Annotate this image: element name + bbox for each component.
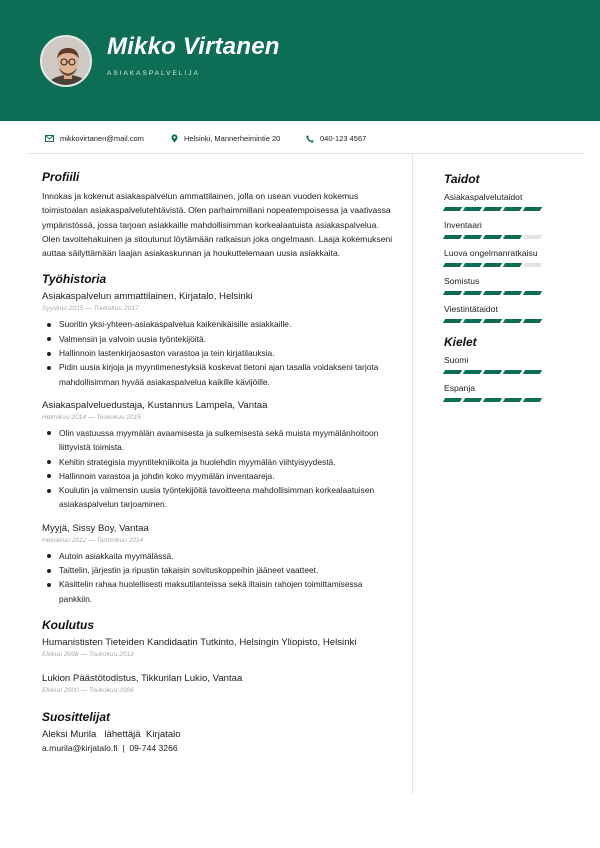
- skill-level-segment: [443, 291, 462, 295]
- contact-phone[interactable]: [306, 134, 366, 143]
- languages-section: [444, 335, 544, 402]
- language-level-segment: [463, 370, 482, 374]
- language-level-bar: [444, 398, 544, 402]
- candidate-role: ASIAKASPALVELIJA: [107, 70, 200, 77]
- skill-level-segment: [503, 319, 522, 323]
- job-bullet: Hallinnoin varastoa ja johdin koko myymälän inventaareja.: [42, 469, 394, 483]
- email-text: mikkovirtanen@mail.com: [60, 134, 144, 143]
- skill-item: [444, 248, 544, 267]
- reference-name: Aleksi Murila lähettäjä Kirjatalo: [42, 728, 181, 740]
- skill-item: [444, 276, 544, 295]
- job-dates: Helmikuu 2014 — Toukokuu 2015: [42, 413, 142, 421]
- skill-level-segment: [523, 207, 542, 211]
- skill-level-segment: [443, 235, 462, 239]
- language-level-bar: [444, 370, 544, 374]
- skill-item: [444, 192, 544, 211]
- skill-level-segment: [523, 319, 542, 323]
- job-title: Myyjä, Sissy Boy, Vantaa: [42, 522, 149, 534]
- skill-level-segment: [523, 291, 542, 295]
- education-section: [42, 618, 394, 694]
- profile-text: Innokas ja kokenut asiakaspalvelun ammattilainen, jolla on usean vuoden kokemus toimistoalan asiakaspalvelutehtävistä. Olen parhaimmillani nopeatempoisessa ja vaativassa ympäristössä, jossa tarjoan asiakkaille mahdollisimman korkealaatuista asiakaspalvelua. Olen tavoitehakuinen ja sitoutunut löytämään ratkaisun joka ongelmaan. Laaja kokemukseni auttaa säilyttämään laajan asiakaskunnan ja houkuttelemaan uusia asiakkaita.: [42, 191, 393, 259]
- job-dates: Heinäkuu 2012 — Tammikuu 2014: [42, 536, 144, 544]
- work-section: [42, 272, 394, 605]
- envelope-icon: [45, 135, 54, 142]
- resume-header: [0, 0, 600, 121]
- contact-email[interactable]: [45, 134, 144, 143]
- language-level-segment: [443, 370, 462, 374]
- language-name: Espanja: [444, 383, 476, 393]
- job-bullet: Kehitin strategisia myyntitekniikoita ja huolehdin myymälän viihtyisyydestä.: [42, 455, 394, 469]
- language-level-segment: [503, 370, 522, 374]
- job-entry: [42, 523, 394, 606]
- main-column: [42, 170, 394, 753]
- job-bullet: Suoritin yksi-yhteen-asiakaspalvelua kaikenikäisille asiakkaille.: [42, 317, 394, 331]
- job-bullet: Koulutin ja valmensin uusia työntekijöitä tavoitteena mahdollisimman korkealaatuisen asiakaspalvelun tarjoaminen.: [42, 483, 394, 512]
- skill-level-bar: [444, 235, 544, 239]
- skill-level-segment: [483, 235, 502, 239]
- skill-level-segment: [463, 235, 482, 239]
- references-heading: Suosittelijat: [42, 709, 111, 724]
- job-entry: [42, 291, 394, 388]
- contact-address: [171, 134, 280, 143]
- column-divider: [412, 154, 413, 794]
- skill-name: Inventaari: [444, 220, 482, 230]
- contact-bar: [0, 121, 600, 155]
- sidebar-column: [444, 172, 544, 411]
- job-bullet: Valmensin ja valvoin uusia työntekijöitä.: [42, 332, 394, 346]
- language-name: Suomi: [444, 355, 469, 365]
- skill-level-bar: [444, 319, 544, 323]
- skill-level-segment: [503, 291, 522, 295]
- language-level-segment: [523, 398, 542, 402]
- education-entry: [42, 673, 394, 694]
- language-level-segment: [483, 398, 502, 402]
- skill-level-bar: [444, 207, 544, 211]
- skill-level-segment: [523, 263, 542, 267]
- languages-heading: Kielet: [444, 335, 477, 349]
- work-heading: Työhistoria: [42, 272, 107, 287]
- language-level-segment: [483, 370, 502, 374]
- candidate-name: Mikko Virtanen: [107, 33, 280, 60]
- skill-level-segment: [523, 235, 542, 239]
- profile-heading: Profiili: [42, 170, 80, 184]
- job-title: Asiakaspalvelun ammattilainen, Kirjatalo, Helsinki: [42, 291, 253, 303]
- skill-item: [444, 220, 544, 239]
- skill-level-segment: [463, 263, 482, 267]
- education-entry: [42, 637, 394, 658]
- skill-level-bar: [444, 263, 544, 267]
- references-section: [42, 710, 394, 753]
- job-bullet: Olin vastuussa myymälän avaamisesta ja sulkemisesta sekä muista myymälänhoitoon liittyvistä toimista.: [42, 426, 394, 455]
- skill-level-segment: [503, 263, 522, 267]
- language-item: [444, 355, 544, 374]
- skill-level-segment: [463, 291, 482, 295]
- languages-list: [444, 355, 544, 402]
- education-dates: Elokuu 2000 — Toukokuu 2006: [42, 686, 134, 694]
- skill-level-segment: [503, 207, 522, 211]
- address-text: Helsinki, Mannerheimintie 20: [184, 134, 281, 143]
- skill-level-segment: [483, 319, 502, 323]
- language-level-segment: [523, 370, 542, 374]
- skill-name: Viestintätaidot: [444, 304, 498, 314]
- education-dates: Elokuu 2008 — Toukokuu 2012: [42, 650, 134, 658]
- skill-item: [444, 304, 544, 323]
- language-level-segment: [443, 398, 462, 402]
- language-item: [444, 383, 544, 402]
- skills-list: [444, 192, 544, 323]
- profile-section: [42, 170, 394, 260]
- profile-photo: [40, 35, 92, 87]
- job-bullet: Käsittelin rahaa huolellisesti maksutilanteissa sekä iltaisin rahojen toimittamisessa pankkiin.: [42, 577, 394, 606]
- skills-section: [444, 172, 544, 323]
- job-bullets: [42, 317, 394, 388]
- phone-icon: [306, 135, 314, 143]
- skill-level-segment: [463, 207, 482, 211]
- skill-level-segment: [503, 235, 522, 239]
- header-divider: [28, 153, 585, 154]
- skill-level-bar: [444, 291, 544, 295]
- job-bullets: [42, 549, 394, 606]
- job-entry: [42, 400, 394, 512]
- skill-level-segment: [443, 263, 462, 267]
- job-bullet: Hallinnoin lastenkirjaosaston varastoa ja tein kirjatilauksia.: [42, 346, 394, 360]
- skill-name: Luova ongelmanratkaisu: [444, 248, 538, 258]
- education-heading: Koulutus: [42, 617, 94, 632]
- job-dates: Syyskuu 2015 — Toukokuu 2017: [42, 305, 139, 313]
- location-pin-icon: [171, 134, 178, 143]
- skill-name: Somistus: [444, 276, 480, 286]
- skill-level-segment: [463, 319, 482, 323]
- skill-level-segment: [443, 207, 462, 211]
- skill-level-segment: [443, 319, 462, 323]
- skills-heading: Taidot: [444, 172, 480, 186]
- skill-level-segment: [483, 263, 502, 267]
- job-bullet: Taittelin, järjestin ja ripustin takaisin sovituskoppeihin jääneet vaatteet.: [42, 563, 394, 577]
- job-bullet: Autoin asiakkaita myymälässä.: [42, 549, 394, 563]
- skill-level-segment: [483, 291, 502, 295]
- reference-contact[interactable]: a.murila@kirjatalo.fi | 09-744 3266: [42, 742, 178, 753]
- language-level-segment: [503, 398, 522, 402]
- language-level-segment: [463, 398, 482, 402]
- job-bullet: Pidin uusia kirjoja ja myyntimenestyksiä koskevat tietoni ajan tasalla voidakseni tarjota mahdollisimman hyvää asiakaspalvelua kaikille kävijöille.: [42, 360, 394, 389]
- skill-level-segment: [483, 207, 502, 211]
- phone-text: 040-123 4567: [320, 134, 367, 143]
- education-title: Lukion Päästötodistus, Tikkurilan Lukio, Vantaa: [42, 672, 243, 684]
- job-title: Asiakaspalveluedustaja, Kustannus Lampela, Vantaa: [42, 399, 268, 411]
- job-bullets: [42, 426, 394, 512]
- education-title: Humanististen Tieteiden Kandidaatin Tutkinto, Helsingin Yliopisto, Helsinki: [42, 636, 357, 648]
- skill-name: Asiakaspalvelutaidot: [444, 192, 523, 202]
